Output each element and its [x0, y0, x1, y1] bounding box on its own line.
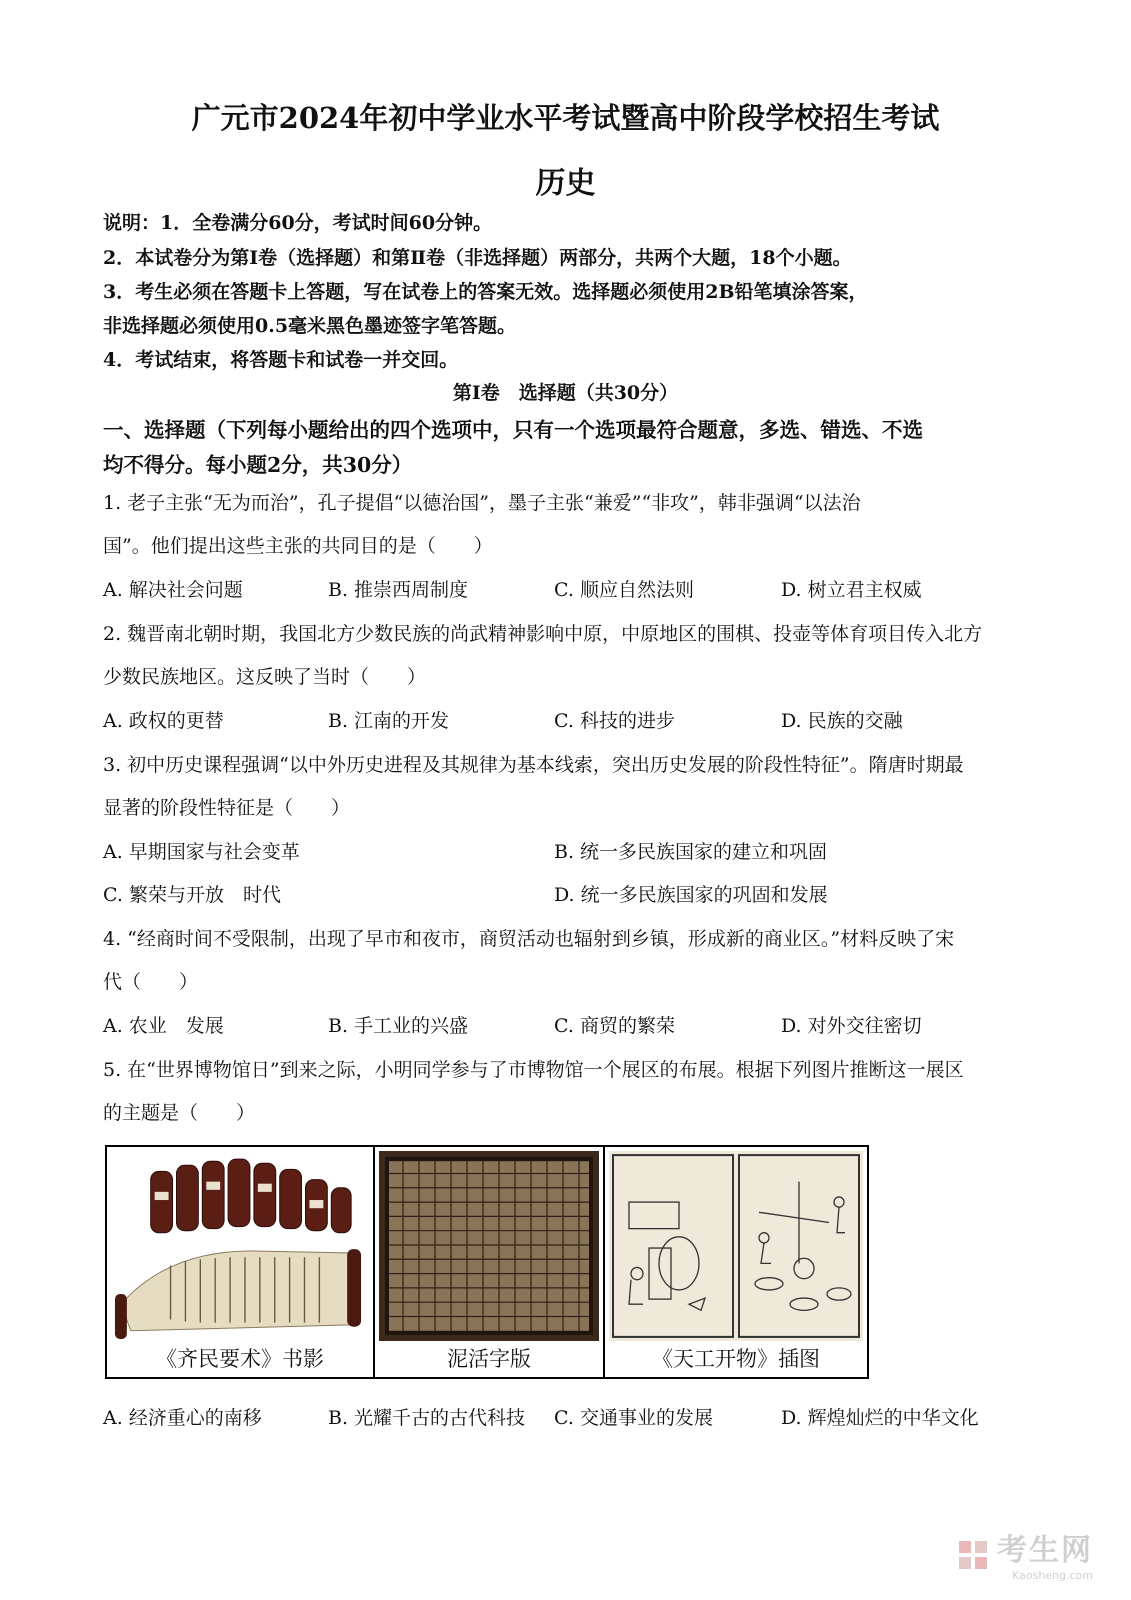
figure-caption-1: 《齐民要术》书影 [156, 1347, 324, 1371]
figure-tiangong-kaiwu [605, 1147, 867, 1377]
subject-title: 历史 [535, 166, 596, 201]
q4-option-b: B. 手工业的兴盛 [328, 1015, 469, 1037]
figure-caption-2: 泥活字版 [447, 1347, 531, 1371]
question-5-figures [105, 1145, 869, 1379]
q4-option-c: C. 商贸的繁荣 [554, 1015, 675, 1037]
figure-clay-type [375, 1147, 605, 1377]
q1-option-a: A. 解决社会问题 [103, 579, 243, 601]
q5-option-d: D. 辉煌灿烂的中华文化 [781, 1407, 979, 1429]
q2-option-b: B. 江南的开发 [328, 710, 450, 732]
watermark-text: 考生网 [997, 1533, 1093, 1568]
figure-qimin-yaoshu [107, 1147, 375, 1377]
question-3-line2: 显著的阶段性特征是（ ） [103, 797, 351, 819]
q5-option-b: B. 光耀千古的古代科技 [328, 1407, 526, 1429]
section-heading-line1: 一、选择题（下列每小题给出的四个选项中，只有一个选项最符合题意，多选、错选、不选 [103, 418, 923, 442]
instruction-1: 说明：1．全卷满分60分，考试时间60分钟。 [103, 212, 493, 234]
instruction-3-cont: 非选择题必须使用0.5毫米黑色墨迹签字笔答题。 [103, 315, 517, 337]
question-2-line1: 2. 魏晋南北朝时期，我国北方少数民族的尚武精神影响中原，中原地区的围棋、投壶等体育项目传入北方 [103, 623, 983, 645]
kaosheng-logo-icon [957, 1537, 991, 1571]
question-4-line1: 4. “经商时间不受限制，出现了早市和夜市，商贸活动也辐射到乡镇，形成新的商业区。”材料反映了宋 [103, 928, 955, 950]
exam-title: 广元市2024年初中学业水平考试暨高中阶段学校招生考试 [191, 101, 940, 135]
question-5-line1: 5. 在“世界博物馆日”到来之际，小明同学参与了市博物馆一个展区的布展。根据下列图片推断这一展区 [103, 1059, 964, 1081]
q4-option-d: D. 对外交往密切 [781, 1015, 922, 1037]
q3-option-b: B. 统一多民族国家的建立和巩固 [554, 841, 828, 863]
instruction-3: 3．考生必须在答题卡上答题，写在试卷上的答案无效。选择题必须使用2B铅笔填涂答案， [103, 281, 868, 303]
q4-option-a: A. 农业 发展 [103, 1015, 224, 1037]
question-5-line2: 的主题是（ ） [103, 1102, 256, 1124]
q2-option-c: C. 科技的进步 [554, 710, 675, 732]
q2-option-d: D. 民族的交融 [781, 710, 903, 732]
figure-caption-3: 《天工开物》插图 [652, 1347, 820, 1371]
q5-option-a: A. 经济重心的南移 [103, 1407, 262, 1429]
bamboo-scroll-image [111, 1151, 369, 1341]
question-4-line2: 代（ ） [103, 971, 199, 993]
question-1-line1: 1. 老子主张“无为而治”，孔子提倡“以德治国”，墨子主张“兼爱”“非攻”，韩非强调“以法治 [103, 492, 861, 514]
q5-option-c: C. 交通事业的发展 [554, 1407, 713, 1429]
question-3-line1: 3. 初中历史课程强调“以中外历史进程及其规律为基本线索，突出历史发展的阶段性特征”。隋唐时期最 [103, 754, 964, 776]
q1-option-d: D. 树立君主权威 [781, 579, 922, 601]
question-1-line2: 国”。他们提出这些主张的共同目的是（ ） [103, 535, 493, 557]
instruction-2: 2．本试卷分为第Ⅰ卷（选择题）和第Ⅱ卷（非选择题）两部分，共两个大题，18个小题。 [103, 247, 852, 269]
section-heading-line2: 均不得分。每小题2分，共30分） [103, 453, 413, 477]
instruction-4: 4．考试结束，将答题卡和试卷一并交回。 [103, 349, 459, 371]
section-title: 第Ⅰ卷 选择题（共30分） [452, 382, 679, 404]
q1-option-b: B. 推崇西周制度 [328, 579, 469, 601]
question-2-line2: 少数民族地区。这反映了当时（ ） [103, 666, 427, 688]
q3-option-a: A. 早期国家与社会变革 [103, 841, 300, 863]
q3-option-c: C. 繁荣与开放 时代 [103, 884, 281, 906]
q3-option-d: D. 统一多民族国家的巩固和发展 [554, 884, 828, 906]
woodcut-illustration-image [609, 1151, 863, 1341]
site-watermark [957, 1525, 1093, 1582]
q1-option-c: C. 顺应自然法则 [554, 579, 694, 601]
clay-type-plate-image [379, 1151, 599, 1341]
q2-option-a: A. 政权的更替 [103, 710, 224, 732]
watermark-url: Kaosheng.com [1012, 1569, 1093, 1582]
